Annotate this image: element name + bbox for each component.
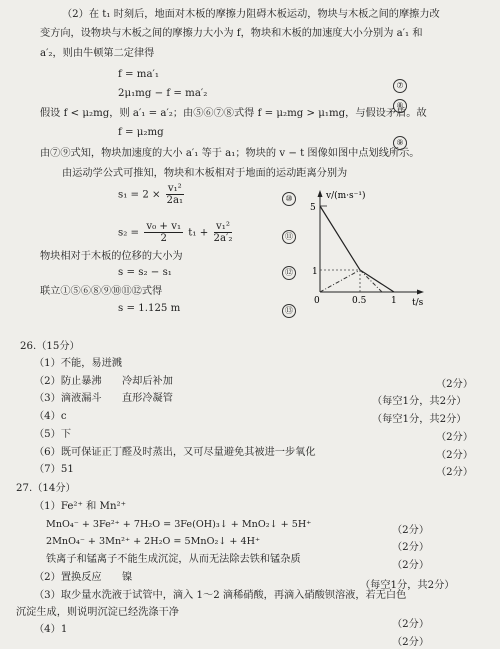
q26-item-7: （7）51 — [34, 464, 74, 475]
equation-9: f = μ₂mg — [118, 127, 164, 138]
equation-number-11: ⑪ — [282, 230, 296, 244]
s2-numerator-2: v₁² — [214, 221, 233, 233]
block-accel-line — [320, 270, 360, 292]
q26-item-1: （1）不能，易迸溅 — [34, 358, 122, 369]
equation-number-7: ⑦ — [393, 79, 407, 93]
q26-item-4-score: （每空1分，共2分） — [372, 414, 467, 425]
q27-equation-b: 2MnO₄⁻ + 3Mn²⁺ + 2H₂O = 5MnO₂↓ + 4H⁺ — [46, 536, 261, 547]
q26-item-5-score: （2分） — [436, 432, 474, 443]
q26-item-7-score: （2分） — [436, 467, 474, 478]
q26-item-2: （2）防止暴沸 冷却后补加 — [34, 376, 173, 387]
q27-equation-a: MnO₄⁻ + 3Fe²⁺ + 7H₂O = 3Fe(OH)₃↓ + MnO₂↓ + 5H⁺ — [46, 519, 312, 530]
q27-equation-a-score: （2分） — [392, 525, 430, 536]
s2-denominator-2: 2a′₂ — [213, 233, 233, 244]
equation-number-8: ⑧ — [393, 99, 407, 113]
origin-label: 0 — [314, 296, 320, 306]
equation-10 — [118, 183, 186, 206]
q27-part-2: （2）置换反应 镍 — [34, 572, 133, 583]
equation-number-9: ⑨ — [393, 136, 407, 150]
tick-label-5: 5 — [310, 203, 316, 213]
q27-part-3-score: （2分） — [392, 619, 430, 630]
equation-number-10: ⑩ — [282, 192, 296, 206]
q27-equation-b-score: （2分） — [392, 542, 430, 553]
q26-item-2-score: （2分） — [436, 379, 474, 390]
q26-item-3-score: （每空1分，共2分） — [372, 396, 467, 407]
y-axis-arrow — [318, 190, 323, 197]
tick-label-1: 1 — [312, 267, 318, 277]
kinematics-line: 由运动学公式可推知，物块和木板相对于地面的运动距离分别为 — [62, 168, 348, 179]
q27-part-4-score: （2分） — [392, 637, 430, 648]
s2-lhs: s₂ = — [118, 227, 140, 239]
s2-denominator-1: 2 — [160, 233, 167, 244]
q26-item-4: （4）c — [34, 411, 67, 422]
s1-numerator: v₁² — [167, 183, 182, 194]
q26-item-6-score: （2分） — [436, 450, 474, 461]
s2-numerator-1: v₀ + v₁ — [146, 221, 182, 232]
q27-part-2-score: （每空1分，共2分） — [360, 580, 455, 591]
equation-11 — [118, 221, 234, 244]
equation-number-13: ⑬ — [282, 304, 296, 318]
intro-line-3: a′₂，则由牛顿第二定律得 — [40, 48, 155, 59]
y-axis-label: v/(m·s⁻¹) — [326, 191, 366, 201]
s1-lhs: s₁ = 2 × — [118, 189, 161, 201]
q26-item-3: （3）滴液漏斗 直形冷凝管 — [34, 393, 173, 404]
assumption-line: 假设 f < μ₂mg，则 a′₁ = a′₂；由⑤⑥⑦⑧式得 f = μ₂mg > μ₁mg，与假设矛盾。故 — [40, 108, 427, 119]
q26-title: 26.（15分） — [20, 341, 80, 352]
intro-line-2: 变方向，设物块与木板之间的摩擦力大小为 f，物块和木板的加速度大小分别为 a′₁ 和 — [40, 28, 423, 39]
q27-part-1: （1）Fe²⁺ 和 Mn²⁺ — [34, 501, 126, 512]
s2-fraction-2 — [214, 221, 233, 244]
s1-denominator: 2a₁ — [166, 195, 184, 206]
x-axis-label: t/s — [412, 298, 424, 306]
s1-fraction — [166, 183, 184, 206]
equation-13: s = 1.125 m — [118, 303, 181, 314]
s2-middle: t₁ + — [188, 227, 209, 239]
v-t-graph — [300, 188, 450, 306]
q27-part-3-line-2: 沉淀生成，则说明沉淀已经洗涤干净 — [16, 607, 179, 618]
board-velocity-line — [320, 206, 394, 292]
equation-7: f = ma′₁ — [118, 69, 159, 80]
intro-line-1: （2）在 t₁ 时刻后，地面对木板的摩擦力阻碍木板运动，物块与木板之间的摩擦力改 — [62, 9, 440, 20]
q26-item-6: （6）既可保证正丁醛及时蒸出，又可尽量避免其被进一步氧化 — [34, 447, 316, 458]
q27-part-4: （4）1 — [34, 624, 68, 635]
q26-item-5: （5）下 — [34, 429, 72, 440]
equation-12: s = s₂ − s₁ — [118, 267, 172, 278]
q27-title: 27.（14分） — [16, 483, 76, 494]
q27-part-3-line-1: （3）取少量水洗液于试管中，滴入 1～2 滴稀硝酸，再滴入硝酸钡溶液，若无白色 — [34, 590, 407, 601]
q27-note-score: （2分） — [392, 560, 430, 571]
s2-fraction-1 — [144, 221, 183, 244]
tick-label-0-5: 0.5 — [352, 296, 367, 306]
relative-displacement-line: 物块相对于木板的位移的大小为 — [40, 251, 183, 262]
q27-note: 铁离子和锰离子不能生成沉淀，从而无法除去铁和锰杂质 — [46, 554, 301, 565]
block-decel-line — [360, 270, 382, 292]
combine-line: 联立①⑤⑥⑧⑨⑩⑪⑫式得 — [40, 286, 163, 297]
tick-label-1-0: 1 — [391, 296, 397, 306]
from-7-9-line: 由⑦⑨式知，物块加速度的大小 a′₁ 等于 a₁；物块的 v − t 图像如图中点划线所示。 — [40, 148, 420, 159]
equation-number-12: ⑫ — [282, 266, 296, 280]
equation-8: 2μ₁mg − f = ma′₂ — [118, 88, 208, 99]
x-axis-arrow — [417, 290, 424, 295]
